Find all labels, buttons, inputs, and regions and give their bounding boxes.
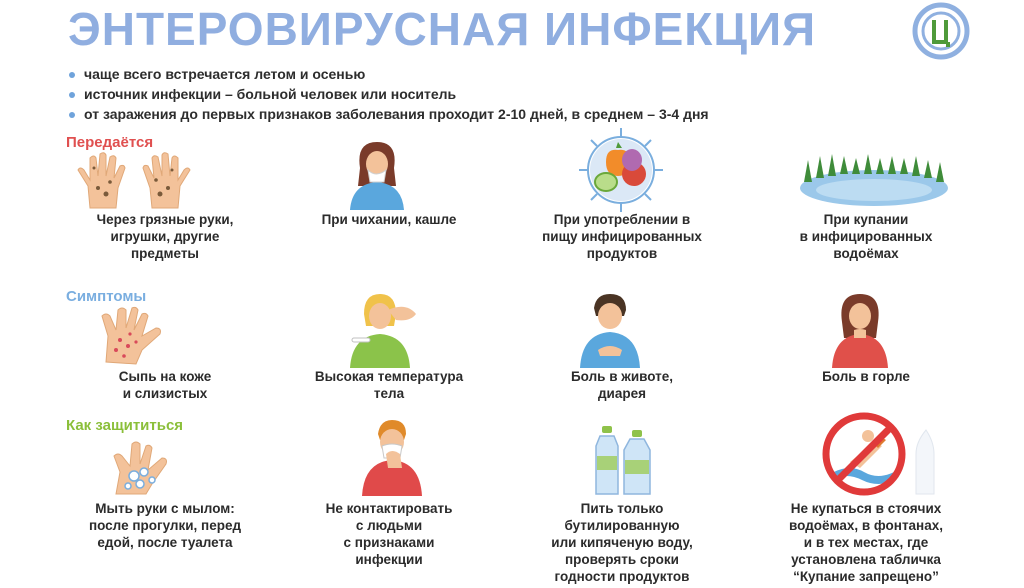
- caption-sore-throat: Боль в горле: [822, 369, 910, 384]
- caption-contaminated-food: При употреблении в пищу инфицированных продуктов: [542, 212, 702, 261]
- fact-item: источник инфекции – больной человек или носитель: [68, 84, 709, 104]
- rash-hand-icon: [100, 306, 166, 368]
- section-title-transmit: Передаётся: [66, 134, 154, 151]
- caption-rash: Сыпь на коже и слизистых: [118, 369, 212, 401]
- no-swimming-icon: [816, 410, 948, 496]
- fever-person-icon: [346, 292, 426, 368]
- caption-no-swimming: Не купаться в стоячих водоёмах, в фонтанах, и в тех местах, где установлена табличка “Купание запрещено”: [789, 501, 943, 584]
- caption-no-contact: Не контактировать с людьми с признаками инфекции: [325, 501, 453, 567]
- caption-stomach-ache: Боль в животе, диарея: [570, 369, 674, 401]
- page-title: ЭНТЕРОВИРУСНАЯ ИНФЕКЦИЯ: [68, 3, 817, 55]
- caption-hand-washing: Мыть руки с мылом: после прогулки, перед едой, после туалета: [88, 501, 242, 550]
- section-title-symptoms: Симптомы: [66, 288, 147, 305]
- fact-item: от заражения до первых признаков заболевания проходит 2-10 дней, в среднем – 3-4 дня: [68, 104, 709, 124]
- sore-throat-person-icon: [830, 292, 890, 368]
- contaminated-food-icon: [576, 126, 666, 212]
- hand-washing-icon: [112, 436, 176, 496]
- mask-person-icon: [360, 418, 424, 496]
- facts-list: [68, 64, 709, 124]
- fact-item: чаще всего встречается летом и осенью: [68, 64, 709, 84]
- dirty-hands-icon: [76, 152, 192, 210]
- water-bottles-icon: [594, 426, 656, 496]
- pond-icon: [796, 152, 952, 210]
- caption-sneezing: При чихании, кашле: [321, 212, 457, 227]
- caption-pond: При купании в инфицированных водоёмах: [799, 212, 933, 261]
- section-title-protect: Как защититься: [66, 417, 184, 434]
- caption-dirty-hands: Через грязные руки, игрушки, другие предметы: [96, 212, 234, 261]
- stomach-ache-person-icon: [578, 292, 642, 368]
- logo-icon: [912, 2, 970, 60]
- sneezing-person-icon: [346, 138, 408, 210]
- caption-bottled-water: Пить только бутилированную или кипяченую воду, проверять сроки годности продуктов: [551, 501, 693, 584]
- caption-fever: Высокая температура тела: [314, 369, 464, 401]
